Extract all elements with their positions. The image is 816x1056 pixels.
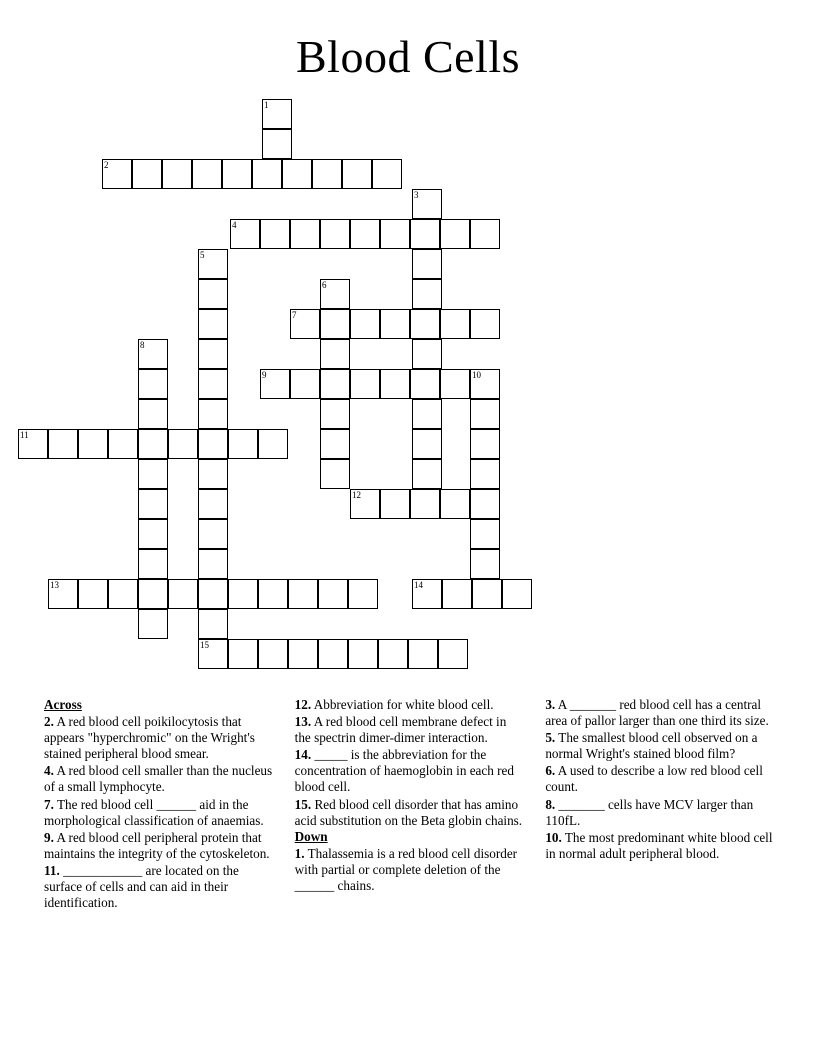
grid-cell[interactable] [440, 219, 470, 249]
grid-cell[interactable] [168, 579, 198, 609]
grid-cell[interactable] [440, 489, 470, 519]
grid-cell[interactable] [470, 309, 500, 339]
cell-number: 11 [20, 429, 29, 440]
grid-cell[interactable] [258, 429, 288, 459]
grid-cell[interactable] [228, 429, 258, 459]
grid-cell[interactable] [228, 579, 258, 609]
grid-cell[interactable] [410, 369, 440, 399]
clue-text: The most predominant white blood cell in normal adult peripheral blood. [545, 829, 773, 861]
clue-text: A used to describe a low red blood cell count. [545, 763, 763, 795]
grid-cell[interactable] [262, 99, 292, 129]
grid-cell[interactable] [470, 369, 500, 399]
grid-cell[interactable] [412, 339, 442, 369]
grid-cell[interactable] [198, 339, 228, 369]
grid-cell[interactable] [348, 639, 378, 669]
grid-cell[interactable] [470, 219, 500, 249]
grid-cell[interactable] [470, 549, 500, 579]
cell-number: 1 [264, 99, 269, 110]
down-clue [545, 730, 774, 762]
clue-text: Red blood cell disorder that has amino acid substitution on the Beta globin chains. [294, 796, 523, 828]
grid-cell[interactable] [102, 159, 132, 189]
grid-cell[interactable] [228, 639, 258, 669]
grid-cell[interactable] [320, 369, 350, 399]
grid-cell[interactable] [78, 579, 108, 609]
grid-cell[interactable] [138, 519, 168, 549]
grid-cell[interactable] [438, 639, 468, 669]
grid-cell[interactable] [320, 429, 350, 459]
grid-cell[interactable] [138, 579, 168, 609]
grid-cell[interactable] [290, 309, 320, 339]
across-clue [295, 797, 524, 829]
grid-cell[interactable] [378, 639, 408, 669]
clue-number: 15. [294, 796, 312, 812]
grid-cell[interactable] [320, 339, 350, 369]
clue-number: 12. [294, 697, 312, 712]
grid-cell[interactable] [262, 129, 292, 159]
grid-cell[interactable] [138, 429, 168, 459]
grid-cell[interactable] [442, 579, 472, 609]
grid-cell[interactable] [380, 309, 410, 339]
grid-cell[interactable] [440, 309, 470, 339]
grid-cell[interactable] [198, 519, 228, 549]
grid-cell[interactable] [138, 489, 168, 519]
cell-number: 15 [200, 639, 209, 650]
grid-cell[interactable] [78, 429, 108, 459]
down-clue [545, 797, 774, 829]
grid-cell[interactable] [198, 369, 228, 399]
grid-cell[interactable] [410, 309, 440, 339]
clue-text: _______ cells have MCV larger than 110fL. [545, 796, 754, 828]
grid-cell[interactable] [350, 219, 380, 249]
clue-text: A red blood cell smaller than the nucleus of a small lymphocyte. [44, 763, 273, 795]
grid-cell[interactable] [260, 219, 290, 249]
grid-cell[interactable] [258, 639, 288, 669]
clue-text: A red blood cell poikilocytosis that appears "hyperchromic" on the Wright's stained peripheral blood smear. [44, 714, 255, 762]
grid-cell[interactable] [320, 279, 350, 309]
grid-cell[interactable] [312, 159, 342, 189]
grid-cell[interactable] [198, 579, 228, 609]
grid-cell[interactable] [502, 579, 532, 609]
grid-cell[interactable] [198, 249, 228, 279]
grid-cell[interactable] [198, 609, 228, 639]
across-clue [44, 763, 273, 795]
grid-cell[interactable] [282, 159, 312, 189]
grid-cell[interactable] [412, 399, 442, 429]
grid-cell[interactable] [138, 609, 168, 639]
clue-text: A _______ red blood cell has a central area of pallor larger than one third its size. [545, 697, 769, 729]
clue-number: 14. [294, 747, 312, 763]
grid-cell[interactable] [320, 399, 350, 429]
clue-text: ____________ are located on the surface of cells and can aid in their identification. [44, 862, 239, 911]
grid-cell[interactable] [320, 459, 350, 489]
clue-number: 10. [545, 829, 562, 845]
clue-text: Abbreviation for white blood cell. [311, 697, 494, 712]
grid-cell[interactable] [380, 489, 410, 519]
grid-cell[interactable] [350, 489, 380, 519]
grid-cell[interactable] [162, 159, 192, 189]
grid-cell[interactable] [258, 579, 288, 609]
grid-cell[interactable] [252, 159, 282, 189]
clue-number: 1. [294, 845, 305, 861]
grid-cell[interactable] [410, 219, 440, 249]
grid-cell[interactable] [410, 489, 440, 519]
grid-cell[interactable] [222, 159, 252, 189]
grid-cell[interactable] [138, 399, 168, 429]
grid-cell[interactable] [260, 369, 290, 399]
grid-cell[interactable] [198, 399, 228, 429]
grid-cell[interactable] [138, 459, 168, 489]
clue-text: _____ is the abbreviation for the concentration of haemoglobin in each red blood cell. [294, 747, 514, 795]
grid-cell[interactable] [288, 579, 318, 609]
grid-cell[interactable] [372, 159, 402, 189]
clue-number: 2. [44, 714, 54, 730]
grid-cell[interactable] [138, 549, 168, 579]
grid-cell[interactable] [132, 159, 162, 189]
grid-cell[interactable] [440, 369, 470, 399]
across-heading: Across [44, 697, 82, 712]
grid-cell[interactable] [470, 489, 500, 519]
page-title: Blood Cells [295, 31, 521, 82]
down-heading: Down [294, 828, 328, 844]
grid-cell[interactable] [350, 369, 380, 399]
clue-text: A red blood cell peripheral protein that maintains the integrity of the cytoskeleton. [44, 829, 270, 861]
grid-cell[interactable] [408, 639, 438, 669]
grid-cell[interactable] [350, 309, 380, 339]
clue-text: The red blood cell ______ aid in the morphological classification of anaemias. [44, 796, 264, 828]
grid-cell[interactable] [470, 399, 500, 429]
down-clue [545, 697, 774, 729]
grid-cell[interactable] [198, 279, 228, 309]
clue-text: Thalassemia is a red blood cell disorder with partial or complete deletion of the ______ chains. [294, 845, 518, 894]
cell-number: 12 [352, 489, 361, 500]
clue-number: 4. [44, 763, 54, 779]
grid-cell[interactable] [198, 639, 228, 669]
grid-cell[interactable] [138, 339, 168, 369]
grid-cell[interactable] [168, 429, 198, 459]
grid-cell[interactable] [18, 429, 48, 459]
down-clue [295, 846, 524, 894]
clue-number: 13. [294, 714, 312, 730]
clue-number: 8. [545, 796, 556, 812]
crossword-grid[interactable] [0, 91, 816, 666]
grid-cell[interactable] [198, 309, 228, 339]
cell-number: 2 [104, 159, 109, 170]
across-clue [44, 830, 273, 862]
down-clue [545, 763, 774, 795]
cell-number: 8 [140, 339, 145, 350]
grid-cell[interactable] [192, 159, 222, 189]
clue-number: 9. [44, 829, 54, 845]
across-clue [44, 714, 273, 762]
grid-cell[interactable] [108, 429, 138, 459]
clue-number: 5. [545, 730, 556, 746]
grid-cell[interactable] [48, 579, 78, 609]
clue-number: 6. [545, 763, 556, 779]
cell-number: 7 [292, 309, 297, 320]
grid-cell[interactable] [320, 309, 350, 339]
grid-cell[interactable] [380, 369, 410, 399]
grid-cell[interactable] [230, 219, 260, 249]
clue-number: 7. [44, 796, 54, 812]
grid-cell[interactable] [412, 249, 442, 279]
cell-number: 4 [232, 219, 237, 230]
grid-cell[interactable] [472, 579, 502, 609]
cell-number: 13 [50, 579, 59, 590]
grid-cell[interactable] [470, 429, 500, 459]
grid-cell[interactable] [412, 459, 442, 489]
grid-cell[interactable] [198, 459, 228, 489]
cell-number: 6 [322, 279, 327, 290]
clues-section [44, 697, 774, 911]
grid-cell[interactable] [342, 159, 372, 189]
grid-cell[interactable] [198, 429, 228, 459]
grid-cell[interactable] [470, 459, 500, 489]
cell-number: 5 [200, 249, 205, 260]
cell-number: 14 [414, 579, 423, 590]
across-clue [295, 697, 524, 713]
grid-cell[interactable] [470, 519, 500, 549]
across-clue [295, 747, 524, 795]
grid-cell[interactable] [320, 219, 350, 249]
grid-cell[interactable] [290, 369, 320, 399]
grid-cell[interactable] [138, 369, 168, 399]
grid-cell[interactable] [288, 639, 318, 669]
clue-number: 3. [545, 697, 556, 712]
cell-number: 9 [262, 369, 267, 380]
grid-cell[interactable] [412, 579, 442, 609]
clue-number: 11. [44, 862, 60, 878]
grid-cell[interactable] [108, 579, 138, 609]
grid-cell[interactable] [348, 579, 378, 609]
clue-text: A red blood cell membrane defect in the spectrin dimer-dimer interaction. [294, 714, 507, 746]
grid-cell[interactable] [290, 219, 320, 249]
down-clue [545, 830, 774, 862]
across-clue [295, 714, 524, 746]
grid-cell[interactable] [48, 429, 78, 459]
grid-cell[interactable] [198, 489, 228, 519]
across-clue [44, 797, 273, 829]
grid-cell[interactable] [412, 279, 442, 309]
cell-number: 3 [414, 189, 419, 200]
grid-cell[interactable] [380, 219, 410, 249]
across-clue [44, 863, 273, 911]
clue-text: The smallest blood cell observed on a normal Wright's stained blood film? [545, 730, 758, 762]
grid-cell[interactable] [318, 579, 348, 609]
cell-number: 10 [472, 369, 481, 380]
grid-cell[interactable] [318, 639, 348, 669]
grid-cell[interactable] [412, 189, 442, 219]
grid-cell[interactable] [198, 549, 228, 579]
grid-cell[interactable] [412, 429, 442, 459]
